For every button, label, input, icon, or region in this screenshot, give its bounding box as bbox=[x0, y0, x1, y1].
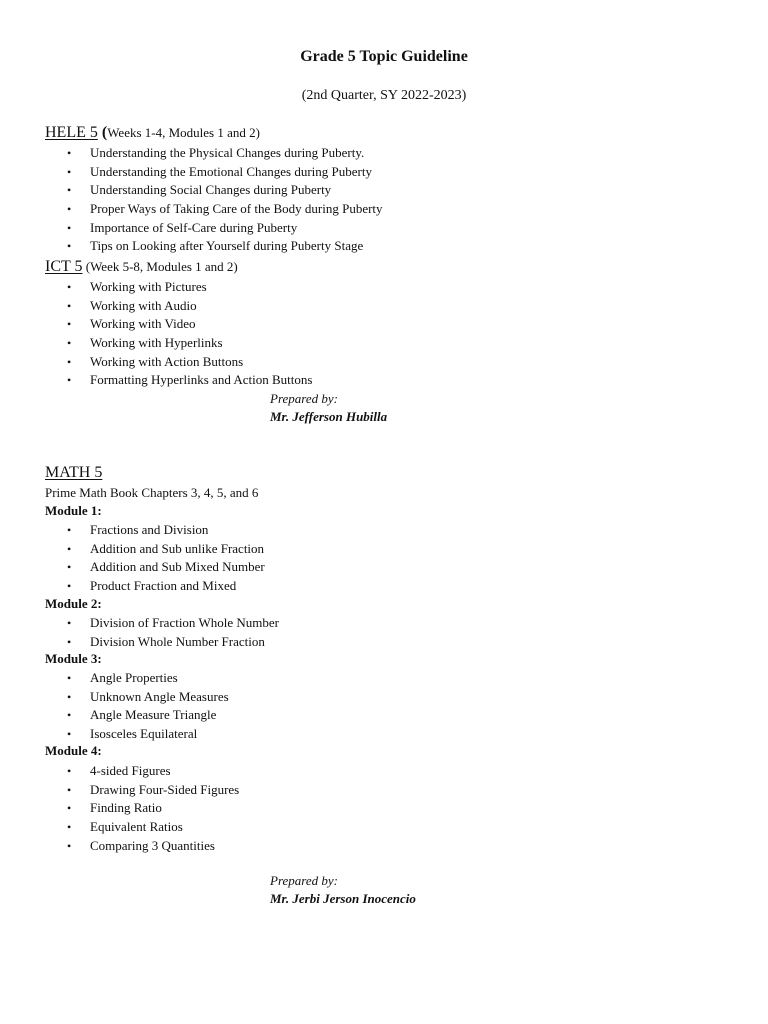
list-item: • Equivalent Ratios bbox=[0, 818, 239, 837]
list-item: • Working with Pictures bbox=[0, 278, 312, 297]
ict-heading: ICT 5 bbox=[45, 258, 83, 275]
bullet-icon: • bbox=[67, 336, 72, 351]
list-item: • Angle Measure Triangle bbox=[0, 706, 229, 725]
math-module-4-label: Module 4: bbox=[45, 743, 102, 758]
list-item: • Understanding the Emotional Changes during Puberty bbox=[0, 163, 383, 182]
bullet-icon: • bbox=[67, 838, 72, 853]
math-heading: MATH 5 bbox=[45, 464, 103, 481]
bullet-icon: • bbox=[67, 317, 72, 332]
list-item: • Product Fraction and Mixed bbox=[0, 577, 265, 596]
ict-detail: (Week 5-8, Modules 1 and 2) bbox=[82, 259, 238, 274]
bullet-icon: • bbox=[67, 616, 72, 630]
hele-paren: ( bbox=[97, 124, 108, 141]
list-item: • Importance of Self-Care during Puberty bbox=[0, 219, 383, 238]
list-item: • Angle Properties bbox=[0, 669, 229, 688]
bullet-icon: • bbox=[67, 689, 72, 704]
bullet-icon: • bbox=[67, 298, 72, 313]
list-item: • Proper Ways of Taking Care of the Body during Puberty bbox=[0, 200, 383, 219]
bullet-icon: • bbox=[67, 220, 72, 235]
bullet-icon: • bbox=[67, 239, 72, 254]
math-module-2-label: Module 2: bbox=[45, 596, 102, 611]
page-title: Grade 5 Topic Guideline bbox=[300, 48, 468, 65]
bullet-icon: • bbox=[67, 523, 72, 537]
hele-heading-line bbox=[45, 124, 260, 142]
bullet-icon: • bbox=[67, 202, 72, 217]
list-item: • Addition and Sub unlike Fraction bbox=[0, 540, 265, 559]
bullet-icon: • bbox=[67, 373, 72, 388]
list-item: • Drawing Four-Sided Figures bbox=[0, 781, 239, 800]
math-prepared-label: Prepared by: bbox=[270, 873, 338, 888]
list-item: • Working with Hyperlinks bbox=[0, 334, 312, 353]
bullet-icon: • bbox=[67, 280, 72, 294]
list-item: • Understanding Social Changes during Puberty bbox=[0, 181, 383, 200]
list-item: • Unknown Angle Measures bbox=[0, 688, 229, 707]
bullet-icon: • bbox=[67, 634, 72, 649]
list-item: • Division Whole Number Fraction bbox=[0, 633, 279, 652]
math-module-4-list bbox=[0, 762, 239, 855]
page-subtitle: (2nd Quarter, SY 2022-2023) bbox=[301, 88, 467, 103]
bullet-icon: • bbox=[67, 541, 72, 556]
ict-topic-list bbox=[0, 278, 312, 390]
ict-prepared-label: Prepared by: bbox=[270, 391, 338, 406]
bullet-icon: • bbox=[67, 671, 72, 685]
list-item: • Understanding the Physical Changes during Puberty. bbox=[0, 144, 383, 163]
math-module-1-list bbox=[0, 521, 265, 596]
bullet-icon: • bbox=[67, 820, 72, 835]
list-item: • Working with Action Buttons bbox=[0, 353, 312, 372]
bullet-icon: • bbox=[67, 782, 72, 797]
list-item: • Formatting Hyperlinks and Action Buttons bbox=[0, 371, 312, 390]
math-module-2-list bbox=[0, 614, 279, 651]
bullet-icon: • bbox=[67, 579, 72, 594]
math-module-3-list bbox=[0, 669, 229, 744]
math-module-1-label: Module 1: bbox=[45, 503, 102, 518]
bullet-icon: • bbox=[67, 708, 72, 723]
math-book: Prime Math Book Chapters 3, 4, 5, and 6 bbox=[45, 485, 259, 500]
bullet-icon: • bbox=[67, 801, 72, 816]
bullet-icon: • bbox=[67, 146, 72, 160]
bullet-icon: • bbox=[67, 727, 72, 742]
list-item: • Division of Fraction Whole Number bbox=[0, 614, 279, 633]
bullet-icon: • bbox=[67, 764, 72, 778]
list-item: • Addition and Sub Mixed Number bbox=[0, 558, 265, 577]
list-item: • 4-sided Figures bbox=[0, 762, 239, 781]
math-prepared-name: Mr. Jerbi Jerson Inocencio bbox=[270, 891, 416, 906]
bullet-icon: • bbox=[67, 354, 72, 369]
ict-heading-line bbox=[45, 258, 238, 276]
math-module-3-label: Module 3: bbox=[45, 651, 102, 666]
hele-heading: HELE 5 bbox=[45, 124, 98, 141]
list-item: • Working with Audio bbox=[0, 297, 312, 316]
list-item: • Isosceles Equilateral bbox=[0, 725, 229, 744]
list-item: • Working with Video bbox=[0, 315, 312, 334]
bullet-icon: • bbox=[67, 560, 72, 575]
list-item: • Comparing 3 Quantities bbox=[0, 837, 239, 856]
bullet-icon: • bbox=[67, 183, 72, 198]
ict-prepared-name: Mr. Jefferson Hubilla bbox=[270, 409, 388, 424]
list-item: • Fractions and Division bbox=[0, 521, 265, 540]
bullet-icon: • bbox=[67, 164, 72, 179]
hele-detail: Weeks 1-4, Modules 1 and 2) bbox=[107, 125, 260, 140]
list-item: • Tips on Looking after Yourself during Puberty Stage bbox=[0, 237, 383, 256]
list-item: • Finding Ratio bbox=[0, 799, 239, 818]
hele-topic-list bbox=[0, 144, 383, 256]
